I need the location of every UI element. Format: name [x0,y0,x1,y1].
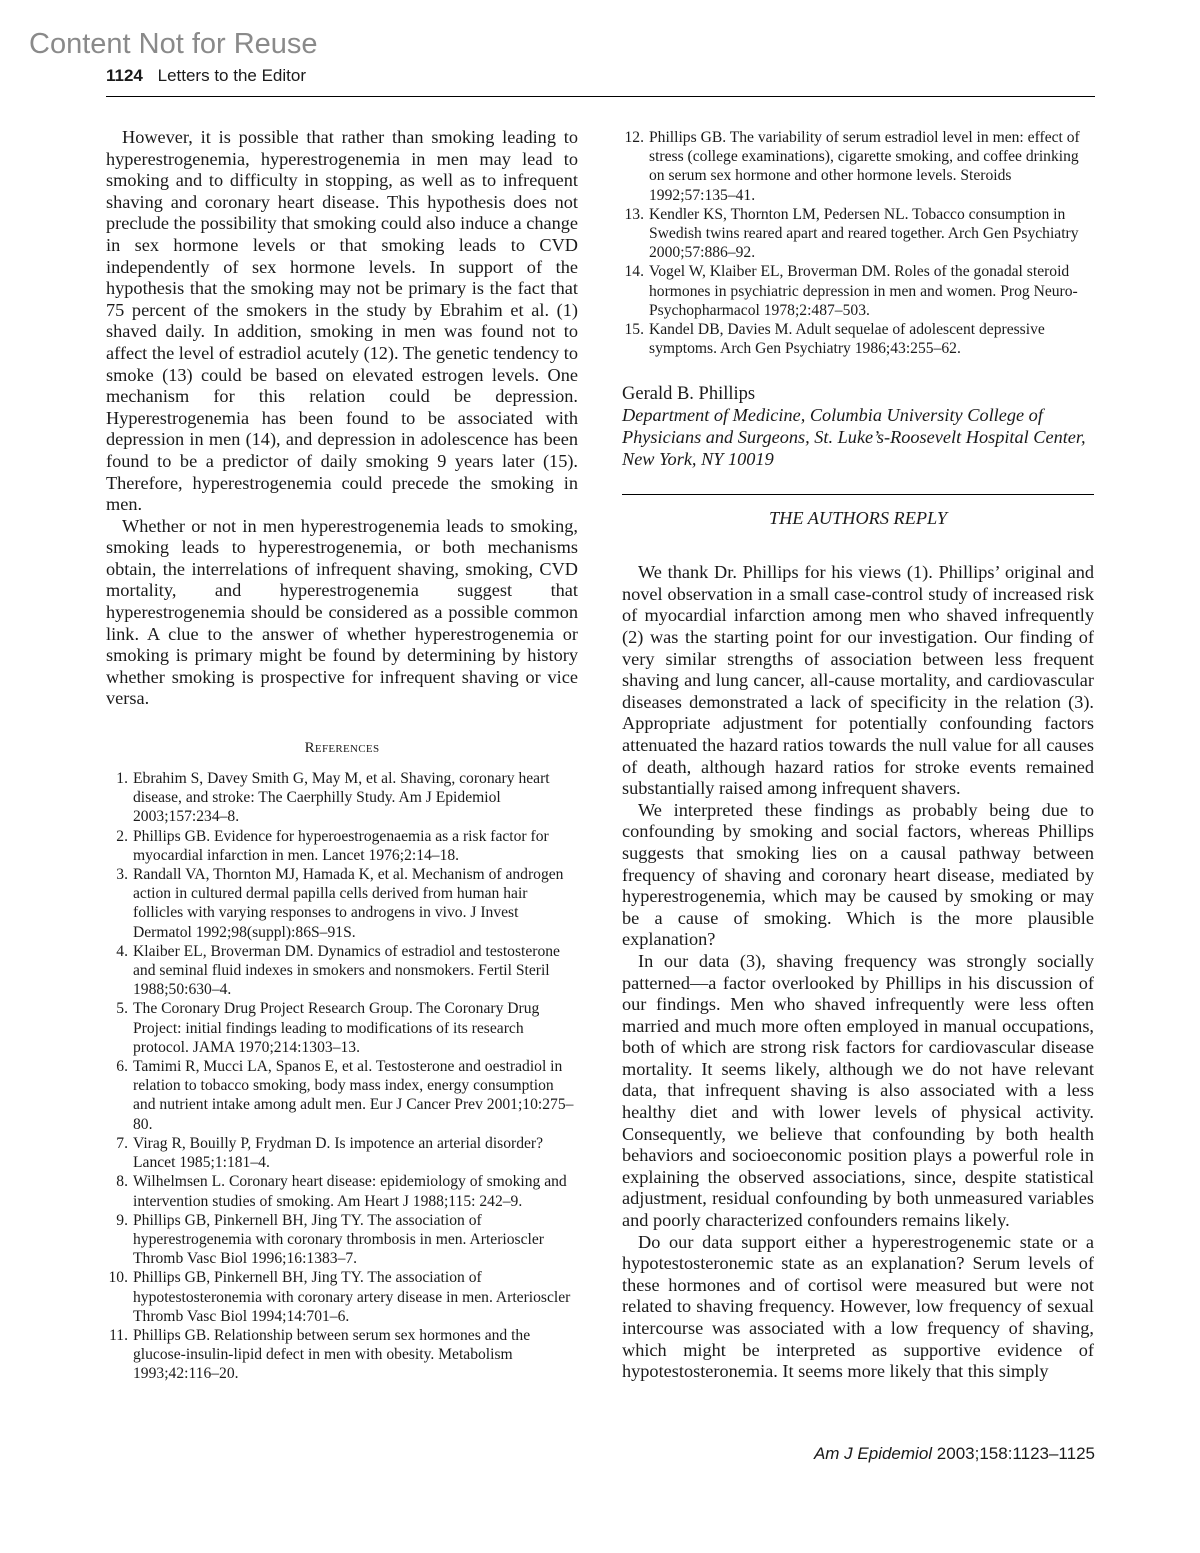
section-divider [622,494,1094,495]
journal-name: Am J Epidemiol [813,1444,933,1463]
reference-item [622,262,1094,320]
body-paragraph: However, it is possible that rather than smoking leading to hyperestrogenemia, hyperestrogenemia in men may lead to smoking and to difficulty in stopping, as well as to infrequent shaving and coronary heart disease. This hypothesis does not preclude the possibility that smoking could also induce a change in sex hormone levels or that smoking leads to CVD independently of sex hormone levels. In support of the hypothesis that the smoking may not be primary is the fact that 75 percent of the smokers in the study by Ebrahim et al. (1) shaved daily. In addition, smoking in men was found not to affect the level of estradiol acutely (12). The genetic tendency to smoke (13) could be based on elevated estrogen levels. One mechanism for this relation could be depression. Hyperestrogenemia has been found to be associated with depression in men (14), and depression in adolescence has been found to be a predictor of daily smoking 9 years later (15). Therefore, hyperestrogenemia could precede the smoking in men. [106,127,578,515]
reference-item [622,128,1094,205]
reference-item [106,1134,578,1172]
reference-text: Kandel DB, Davies M. Adult sequelae of adolescent depressive symptoms. Arch Gen Psychiatry 1986;43:255–62. [649,321,1045,358]
reference-text: Phillips GB, Pinkernell BH, Jing TY. The association of hypotestosteronemia with coronary artery disease in men. Arterioscler Thromb Vasc Biol 1994;14:701–6. [133,1269,571,1325]
reference-item [106,1172,578,1210]
reference-text: The Coronary Drug Project Research Group. The Coronary Drug Project: initial findings leading to modifications of its research protocol. JAMA 1970;214:1303–13. [133,1000,540,1056]
page-footer [814,1444,1095,1464]
reference-list [106,769,578,1384]
reference-item [622,205,1094,263]
reference-number: 4. [116,942,128,960]
reference-item [106,1211,578,1269]
reply-paragraph: Do our data support either a hyperestrogenemic state or a hypotestosteronemic state as an explanation? Serum levels of these hormones and of cortisol were measured but were not related to shaving frequency. However, low frequency of sexual intercourse was associated with a low frequency of shaving, which might be interpreted as supportive evidence of hypotestosteronemia. It seems more likely that this simply [622,1231,1094,1382]
reference-text: Klaiber EL, Broverman DM. Dynamics of estradiol and testosterone and seminal fluid indexes in smokers and nonsmokers. Fertil Steril 1988;50:630–4. [133,942,560,999]
reference-text: Virag R, Bouilly P, Frydman D. Is impotence an arterial disorder? Lancet 1985;1:181–4. [133,1134,544,1172]
reply-paragraph: In our data (3), shaving frequency was strongly socially patterned—a factor overlooked by Phillips in his discussion of our findings. Men who shaved infrequently were less often married and much more often employed in manual occupations, both of which are strong risk factors for cardiovascular disease mortality. It seems likely, although we do not have relevant data, that infrequent shaving is also associated with a less healthy diet and with lower levels of physical activity. Consequently, we believe that confounding by both health behaviors and socioeconomic position plays a powerful role in explaining the observed associations, since, despite statistical adjustment, residual confounding by both unmeasured variables and poorly characterized confounders remains likely. [622,950,1094,1231]
journal-citation: 2003;158:1123–1125 [936,1444,1095,1463]
reference-list [622,128,1094,358]
header-rule [106,96,1095,97]
reference-text: Wilhelmsen L. Coronary heart disease: epidemiology of smoking and intervention studies of smoking. Am Heart J 1988;115: 242–9. [133,1173,567,1210]
reference-number: 13. [624,205,644,223]
section-title: Letters to the Editor [157,66,306,85]
author-affiliation: Department of Medicine, Columbia University College of Physicians and Surgeons, St. Luke’s-Roosevelt Hospital Center, New York, NY 10019 [622,405,1086,469]
watermark: Content Not for Reuse [29,28,318,60]
left-column [106,127,578,1384]
reference-item [106,827,578,865]
reference-number: 8. [116,1173,128,1191]
reference-text: Tamimi R, Mucci LA, Spanos E, et al. Testosterone and oestradiol in relation to tobacco smoking, body mass index, energy consumption and nutrient intake among adult men. Eur J Cancer Prev 2001;10:275–80. [133,1058,574,1133]
reference-number: 14. [624,263,644,281]
reference-number: 1. [116,770,128,788]
reference-text: Randall VA, Thornton MJ, Hamada K, et al. Mechanism of androgen action in cultured dermal papilla cells derived from human hair follicles with varying responses to androgens in vivo. J Invest Dermatol 1992;98(suppl):86S–91S. [133,866,564,941]
reference-text: Phillips GB. The variability of serum estradiol level in men: effect of stress (college examinations), cigarette smoking, and coffee drinking on serum sex hormone and other hormone levels. Steroids 1992;57:135–41. [649,129,1080,204]
references-heading: References [304,740,380,757]
right-column [622,128,1094,1383]
reference-text: Phillips GB. Relationship between serum sex hormones and the glucose-insulin-lipid defect in men with obesity. Metabolism 1993;42:116–20. [133,1326,531,1383]
reference-item [106,1057,578,1134]
reference-number: 12. [624,129,644,146]
reference-text: Phillips GB, Pinkernell BH, Jing TY. The association of hyperestrogenemia with coronary thrombosis in men. Arterioscler Thromb Vasc Biol 1996;16:1383–7. [133,1211,544,1268]
reference-number: 9. [116,1211,128,1229]
reference-item [106,1326,578,1384]
reference-number: 2. [116,827,128,845]
reference-text: Ebrahim S, Davey Smith G, May M, et al. Shaving, coronary heart disease, and stroke: The Caerphilly Study. Am J Epidemiol 2003;157:234–8. [133,770,550,826]
reply-paragraph: We interpreted these findings as probably being due to confounding by smoking and social factors, whereas Phillips suggests that smoking lies on a causal pathway between frequency of shaving and coronary heart disease, mediated by hyperestrogenemia, which may be caused by smoking or may be a cause of smoking. Which is the more plausible explanation? [622,799,1094,950]
reference-text: Kendler KS, Thornton LM, Pedersen NL. Tobacco consumption in Swedish twins reared apart and reared together. Arch Gen Psychiatry 2000;57:886–92. [649,205,1079,262]
reference-item [106,999,578,1057]
reference-number: 15. [624,321,644,339]
reference-number: 10. [108,1269,128,1287]
reference-item [106,769,578,827]
page-number: 1124 [106,66,143,85]
running-head [106,66,306,86]
reply-paragraph: We thank Dr. Phillips for his views (1). Phillips’ original and novel observation in a small case-control study of increased risk of myocardial infarction among men who shaved infrequently (2) was the starting point for our investigation. Our finding of very similar strengths of association between less frequent shaving and lung cancer, all-cause mortality, and cardiovascular diseases demonstrated a lack of specificity in the relation (3). Appropriate adjustment for potentially confounding factors attenuated the hazard ratios towards the null value for all causes of death, although hazard ratios for stroke events remained substantially raised among infrequent shavers. [622,562,1094,799]
reference-item [622,320,1094,358]
reference-number: 7. [116,1134,128,1152]
reply-heading: THE AUTHORS REPLY [768,508,948,529]
reference-text: Vogel W, Klaiber EL, Broverman DM. Roles of the gonadal steroid hormones in psychiatric depression in men and women. Prog Neuro-Psychopharmacol 1978;2:487–503. [649,263,1078,319]
reference-item [106,1268,578,1326]
author-name: Gerald B. Phillips [622,384,756,405]
body-paragraph: Whether or not in men hyperestrogenemia leads to smoking, smoking leads to hyperestrogenemia, or both mechanisms obtain, the interrelations of infrequent shaving, smoking, CVD mortality, and hyperestrogenemia suggest that hyperestrogenemia should be considered as a possible common link. A clue to the answer of whether hyperestrogenemia or smoking is primary might be found by determining by history whether smoking is prospective for infrequent shaving or vice versa. [106,515,578,709]
reference-number: 6. [116,1058,128,1076]
reference-number: 3. [116,866,128,884]
reference-number: 5. [116,1000,128,1018]
reference-item [106,865,578,942]
reference-item [106,942,578,1000]
reference-number: 11. [109,1326,128,1344]
reference-text: Phillips GB. Evidence for hyperoestrogenaemia as a risk factor for myocardial infarction in men. Lancet 1976;2:14–18. [133,827,549,864]
